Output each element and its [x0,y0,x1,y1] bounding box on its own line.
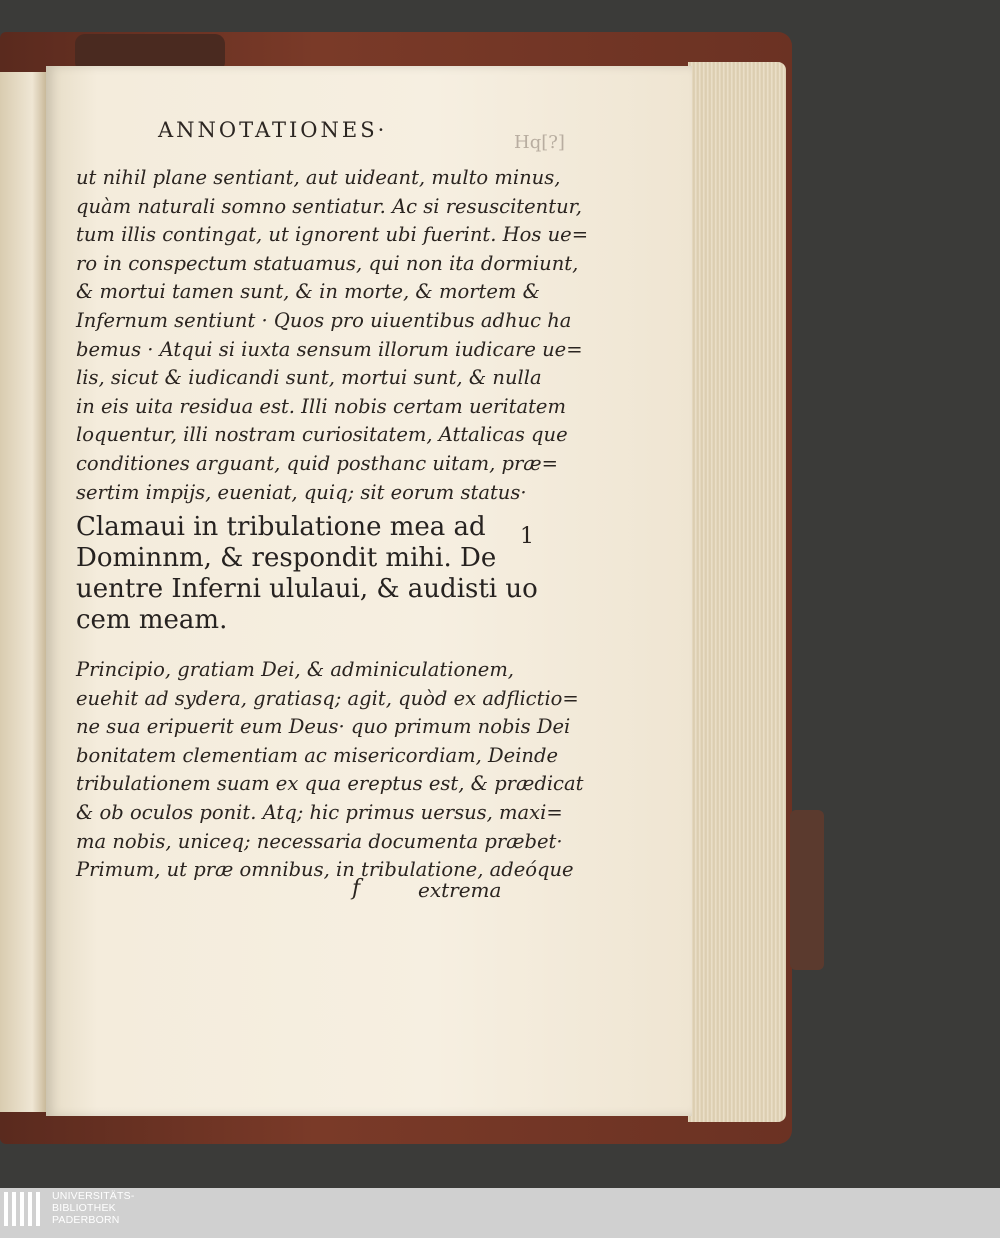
library-name-line: BIBLIOTHEK [52,1202,116,1214]
library-name-line: UNIVERSITÄTS- [52,1190,135,1202]
signature-mark: f [352,876,361,901]
text-line: ne sua eripuerit eum Deus· quo primum nobis Dei [76,715,571,739]
text-line: loquentur, illi nostram curiositatem, Attalicas que [76,423,568,447]
heading-line: cem meam. [76,605,228,635]
book-page [46,66,692,1116]
page-fore-edge [688,62,786,1122]
facing-page-edge [0,72,46,1112]
margin-number: 1 [520,524,534,549]
text-line: & ob oculos ponit. Atq; hic primus uersus, maxi= [76,800,563,824]
text-line: tum illis contingat, ut ignorent ubi fuerint. Hos ue= [76,223,589,247]
heading-line: uentre Inferni ululaui, & audisti uo [76,574,538,604]
text-line: Infernum sentiunt · Quos pro uiuentibus adhuc ha [76,308,572,332]
text-line: ma nobis, uniceq; necessaria documenta præbet· [76,829,563,853]
library-name-line: PADERBORN [52,1214,120,1226]
text-line: bemus · Atqui si iuxta sensum illorum iudicare ue= [76,337,583,361]
text-line: euehit ad sydera, gratiasq; agit, quòd ex adflictio= [76,686,579,710]
text-line: bonitatem clementiam ac misericordiam, Deinde [76,743,559,767]
text-line: ro in conspectum statuamus, qui non ita dormiunt, [76,251,579,275]
text-line: tribulationem suam ex qua ereptus est, & prædicat [76,772,584,796]
heading-line: Dominnm, & respondit mihi. De [76,543,497,573]
text-line: sertim impijs, eueniat, quiq; sit eorum status· [76,480,527,504]
running-head: ANNOTATIONES· [158,118,388,142]
text-line: & mortui tamen sunt, & in morte, & mortem & [76,280,540,304]
paragraph-1 [76,164,589,507]
text-line: quàm naturali somno sentiatur. Ac si resuscitentur, [76,194,583,218]
text-line: lis, sicut & iudicandi sunt, mortui sunt, & nulla [76,366,542,390]
library-footer [0,1188,1000,1238]
catchword: extrema [418,878,502,902]
text-line: Primum, ut præ omnibus, in tribulatione, adeóque [76,858,574,882]
paragraph-2 [76,656,584,885]
scripture-heading [76,512,538,636]
library-name [52,1190,135,1226]
heading-line: Clamaui in tribulatione mea ad [76,512,486,542]
text-line: conditiones arguant, quid posthanc uitam, præ= [76,451,558,475]
text-line: in eis uita residua est. Illi nobis certam ueritatem [76,394,566,418]
text-line: Principio, gratiam Dei, & adminiculationem, [76,658,515,681]
library-logo-icon [4,1192,44,1228]
page-number: Hq[?] [514,132,565,153]
text-line: ut nihil plane sentiant, aut uideant, multo minus, [76,166,561,189]
clasp-fastener [790,810,824,970]
